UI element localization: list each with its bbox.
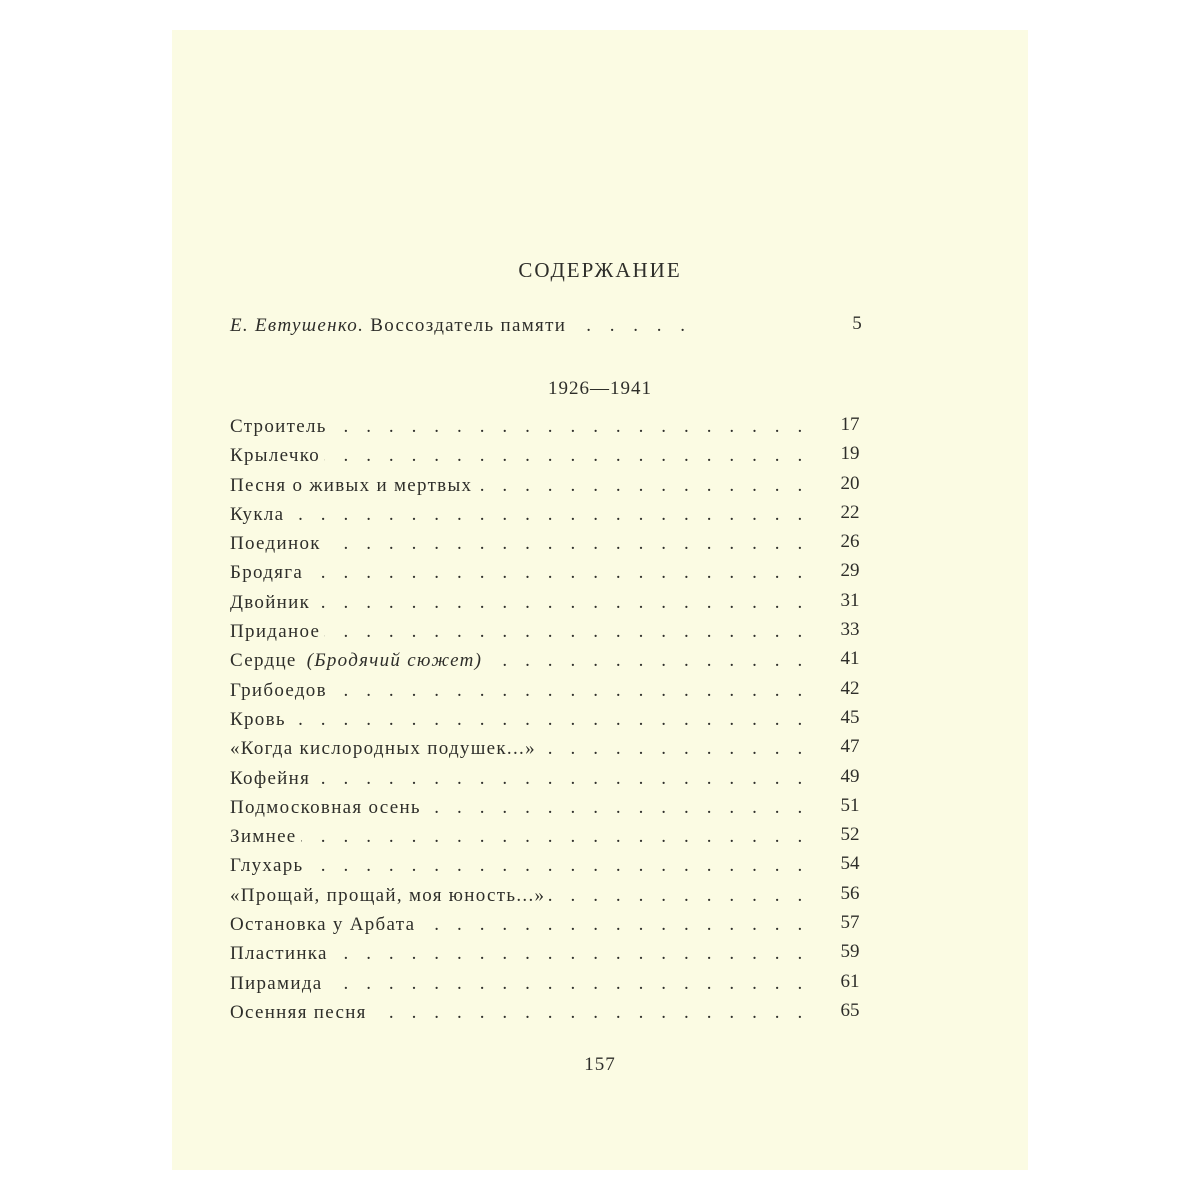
- toc-entry-page: 20: [840, 472, 860, 494]
- toc-entry-text: [230, 973, 810, 995]
- toc-entry-title: Кровь: [230, 709, 290, 730]
- toc-entry: [230, 794, 870, 826]
- toc-entry-title: Двойник: [230, 592, 314, 613]
- toc-entry-text: [230, 445, 810, 467]
- toc-entry-page: 51: [840, 794, 860, 816]
- toc-entry: [230, 416, 870, 445]
- book-page: [172, 30, 1028, 1170]
- toc-entry-text: [230, 504, 810, 526]
- toc-entry-text: [230, 709, 810, 731]
- toc-entry-page: 45: [840, 706, 860, 728]
- toc-entry: [230, 738, 870, 767]
- toc-entry-text: [230, 738, 810, 760]
- toc-entry-title: Крылечко: [230, 445, 324, 466]
- toc-entry: [230, 472, 870, 504]
- toc-entry-page: 52: [840, 824, 860, 846]
- dot-leader: [230, 855, 810, 877]
- toc-entry-title: Кукла: [230, 504, 288, 525]
- toc-entry-page: 33: [840, 619, 860, 641]
- toc-entry: [230, 445, 870, 474]
- toc-entry-text: [230, 533, 810, 555]
- toc-entry-title: Грибоедов: [230, 680, 331, 701]
- toc-entry-text: [230, 1002, 810, 1024]
- toc-entry-page: 26: [840, 531, 860, 553]
- toc-entry-text: [230, 914, 810, 936]
- toc-entry: [230, 999, 870, 1031]
- toc-entry: [230, 533, 870, 562]
- toc-entry-page: 17: [840, 414, 860, 435]
- page-title: СОДЕРЖАНИЕ: [518, 258, 682, 282]
- dot-leader: [230, 709, 810, 731]
- toc-entry-title: Подмосковная осень: [230, 797, 425, 818]
- toc-entry-title: Пластинка: [230, 943, 332, 964]
- preface-title: Воссоздатель памяти: [370, 315, 567, 336]
- preface-leader: . . . . .: [586, 315, 692, 336]
- toc-entry-title: Приданое: [230, 621, 324, 642]
- toc-entry-text: [230, 826, 810, 848]
- toc-entry-page: 29: [840, 560, 860, 582]
- toc-entry: [230, 621, 870, 650]
- toc-entry-title: Поединок: [230, 533, 325, 554]
- toc-entry-text: [230, 855, 810, 877]
- toc-entry-title: Бродяга: [230, 562, 307, 583]
- toc-entry: [230, 914, 870, 943]
- toc-entry-page: 31: [840, 589, 860, 611]
- toc-entry-title: Осенняя песня: [230, 1002, 371, 1023]
- dot-leader: [230, 768, 810, 790]
- toc-entry-title: Кофейня: [230, 768, 314, 789]
- toc-entry-title: «Прощай, прощай, моя юность...»: [230, 885, 549, 906]
- toc-entry-text: [230, 943, 810, 965]
- dot-leader: [230, 504, 810, 526]
- toc-entry-page: 61: [840, 970, 860, 992]
- toc-entry: [230, 765, 870, 797]
- toc-entry-title: «Когда кислородных подушек...»: [230, 738, 540, 759]
- toc-entry: [230, 650, 870, 679]
- toc-entry-text: [230, 592, 810, 614]
- toc-entry-page: 42: [840, 677, 860, 699]
- table-of-contents: [230, 416, 870, 1031]
- toc-entry-page: 41: [840, 648, 860, 670]
- toc-entry: [230, 970, 870, 1002]
- toc-entry-page: 19: [840, 443, 860, 465]
- toc-entry-page: 49: [840, 765, 860, 787]
- toc-entry-title: Зимнее: [230, 826, 301, 847]
- toc-entry-page: 22: [840, 501, 860, 523]
- dot-leader: [230, 592, 810, 614]
- toc-entry-page: 65: [840, 999, 860, 1021]
- toc-entry-page: 47: [840, 736, 860, 758]
- dot-leader: [230, 826, 810, 848]
- toc-entry: [230, 562, 870, 591]
- toc-entry-text: [230, 797, 810, 819]
- toc-entry-text: [230, 680, 810, 702]
- toc-entry-title: Глухарь: [230, 855, 308, 876]
- preface-author: Е. Евтушенко.: [230, 315, 365, 336]
- preface-entry: [230, 315, 866, 337]
- toc-entry-text: [230, 621, 810, 643]
- toc-entry-page: 59: [840, 941, 860, 963]
- toc-entry-title: Строитель: [230, 416, 331, 437]
- dot-leader: [230, 562, 810, 584]
- toc-entry-title: Сердце: [230, 650, 301, 671]
- toc-entry-text: [230, 562, 810, 584]
- toc-entry-page: 54: [840, 853, 860, 875]
- toc-entry: [230, 882, 870, 914]
- toc-entry-text: [230, 650, 810, 672]
- toc-entry-title: Остановка у Арбата: [230, 914, 419, 935]
- toc-entry: [230, 589, 870, 621]
- toc-entry: [230, 501, 870, 533]
- toc-entry: [230, 677, 870, 709]
- toc-entry-subtitle: (Бродячий сюжет): [301, 650, 487, 671]
- toc-entry: [230, 826, 870, 855]
- folio-page-number: 157: [584, 1054, 616, 1075]
- toc-entry-title: Песня о живых и мертвых: [230, 475, 476, 496]
- toc-entry-text: [230, 885, 810, 907]
- toc-entry-title: Пирамида: [230, 973, 327, 994]
- toc-entry: [230, 706, 870, 738]
- toc-entry-text: [230, 416, 810, 438]
- preface-page-number: 5: [852, 313, 862, 334]
- toc-entry-text: [230, 768, 810, 790]
- toc-entry-page: 56: [840, 882, 860, 904]
- toc-entry: [230, 855, 870, 884]
- section-title: 1926—1941: [548, 378, 652, 399]
- toc-entry: [230, 943, 870, 972]
- toc-entry-page: 57: [840, 912, 860, 934]
- toc-entry-text: [230, 475, 810, 497]
